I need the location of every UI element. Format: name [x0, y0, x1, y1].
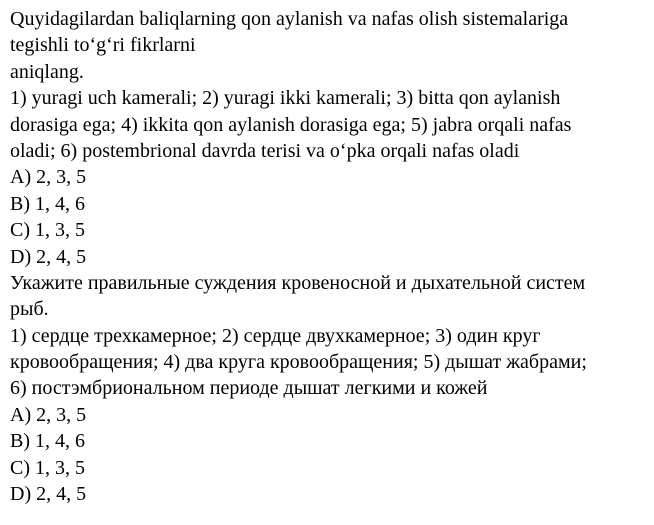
question-statements-line: oladi; 6) postembrional davrda terisi va o‘pka orqali nafas oladi: [10, 139, 520, 162]
question-statements-line: dorasiga ega; 4) ikkita qon aylanish dorasiga ega; 5) jabra orqali nafas: [10, 113, 572, 136]
question-statements-line: 1) сердце трехкамерное; 2) сердце двухкамерное; 3) один круг: [10, 324, 541, 347]
answer-option-c: C) 1, 3, 5: [10, 219, 85, 242]
answer-option-b: B) 1, 4, 6: [10, 192, 85, 215]
question-statements-line: кровообращения; 4) два круга кровообращения; 5) дышат жабрами;: [10, 351, 587, 374]
answer-option-a: A) 2, 3, 5: [10, 166, 87, 189]
question-text-line: Quyidagilardan baliqlarning qon aylanish va nafas olish sistemalariga: [10, 8, 569, 30]
answer-option-d: D) 2, 4, 5: [10, 245, 87, 268]
question-uzbek: [10, 6, 650, 270]
answer-option-b: B) 1, 4, 6: [10, 430, 85, 453]
question-russian: [10, 270, 650, 508]
question-text-line: tegishli to‘g‘ri fikrlarni: [10, 34, 196, 57]
question-text-line: aniqlang.: [10, 60, 84, 83]
question-statements-line: 6) постэмбриональном периоде дышат легкими и кожей: [10, 377, 488, 400]
document-page: [10, 6, 650, 507]
answer-option-a: A) 2, 3, 5: [10, 403, 87, 426]
question-statements-line: 1) yuragi uch kamerali; 2) yuragi ikki kamerali; 3) bitta qon aylanish: [10, 87, 561, 110]
answer-option-d: D) 2, 4, 5: [10, 483, 87, 506]
answer-option-c: C) 1, 3, 5: [10, 456, 85, 479]
question-text-line: рыб.: [10, 298, 49, 321]
question-text-line: Укажите правильные суждения кровеносной и дыхательной систем: [10, 271, 586, 294]
